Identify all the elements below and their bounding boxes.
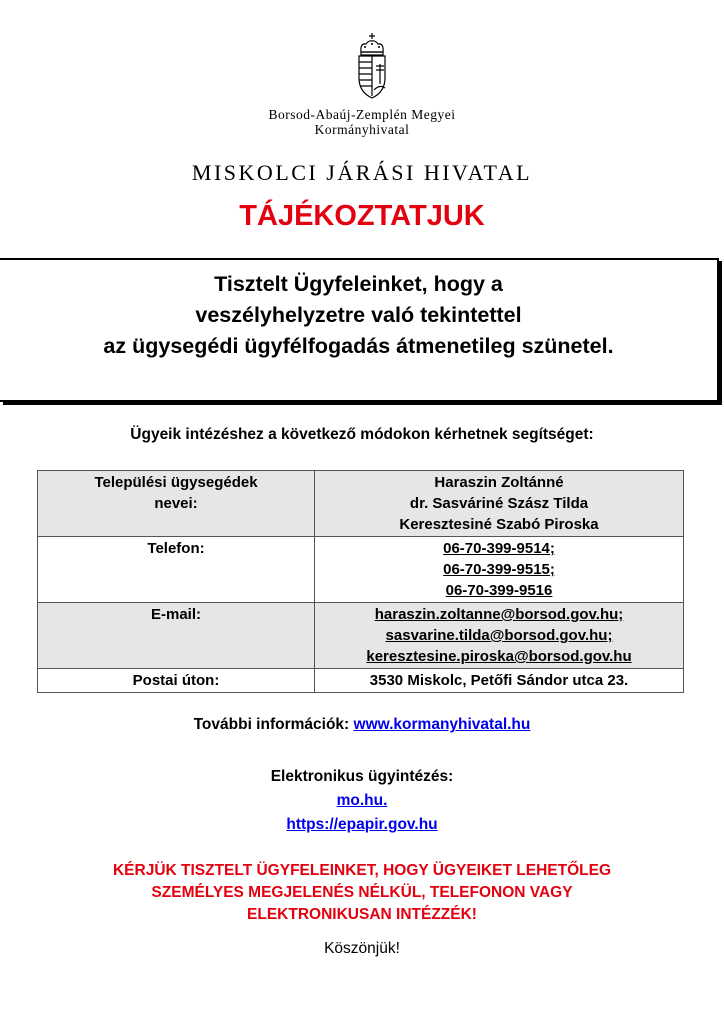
assistant-name: dr. Sasváriné Szász Tilda (409, 495, 589, 512)
email-link[interactable]: haraszin.zoltanne@borsod.gov.hu; (374, 606, 624, 623)
intro-text: Ügyeik intézéshez a következő módokon kérhetnek segítséget: (130, 426, 594, 443)
office-title: MISKOLCI JÁRÁSI HIVATAL (191, 160, 533, 185)
post-label: Postai úton: (38, 669, 315, 693)
electronic-section (0, 765, 724, 837)
more-info-label: További információk: (193, 716, 350, 733)
phone-number[interactable]: 06-70-399-9514; (443, 540, 555, 557)
org-name-line1: Borsod-Abaúj-Zemplén Megyei (268, 107, 456, 122)
email-link[interactable]: keresztesine.piroska@borsod.gov.hu (366, 648, 632, 665)
email-link[interactable]: sasvarine.tilda@borsod.gov.hu; (385, 627, 613, 644)
notice-box (0, 258, 719, 402)
electronic-label: Elektronikus ügyintézés: (270, 768, 454, 785)
emails-cell (315, 603, 684, 669)
table-row (38, 471, 684, 537)
thanks-text: Köszönjük! (324, 940, 400, 957)
mohu-link[interactable]: mo.hu. (336, 792, 388, 809)
notice-line: veszélyhelyzetre való tekintettel (195, 303, 522, 327)
contact-table (37, 470, 684, 693)
notice-line: Tisztelt Ügyfeleinket, hogy a (214, 272, 503, 296)
email-label: E-mail: (38, 603, 315, 669)
table-row (38, 537, 684, 603)
phone-label: Telefon: (38, 537, 315, 603)
headline: TÁJÉKOZTATJUK (239, 200, 485, 232)
post-address: 3530 Miskolc, Petőfi Sándor utca 23. (315, 669, 684, 693)
assistant-name: Keresztesiné Szabó Piroska (399, 516, 599, 533)
phone-number[interactable]: 06-70-399-9516 (445, 582, 553, 599)
kormanyhivatal-link[interactable]: www.kormanyhivatal.hu (353, 716, 531, 733)
phones-cell (315, 537, 684, 603)
table-row (38, 669, 684, 693)
notice-line: az ügysegédi ügyfélfogadás átmenetileg szünetel. (103, 334, 614, 358)
epapir-link[interactable]: https://epapir.gov.hu (286, 816, 438, 833)
assistant-name: Haraszin Zoltánné (434, 474, 564, 491)
request-text: KÉRJÜK TISZTELT ÜGYFELEINKET, HOGY ÜGYEIKET LEHETŐLEG SZEMÉLYES MEGJELENÉS NÉLKÜL, TELEFONON VAGY ELEKTRONIKUSAN INTÉZZÉK! (112, 862, 612, 923)
table-row (38, 603, 684, 669)
names-cell (315, 471, 684, 537)
org-name-line2: Kormányhivatal (314, 122, 410, 137)
more-info (0, 716, 724, 734)
names-label: Települési ügysegédek nevei: (38, 471, 315, 537)
coat-of-arms-icon (352, 32, 392, 102)
phone-number[interactable]: 06-70-399-9515; (443, 561, 555, 578)
